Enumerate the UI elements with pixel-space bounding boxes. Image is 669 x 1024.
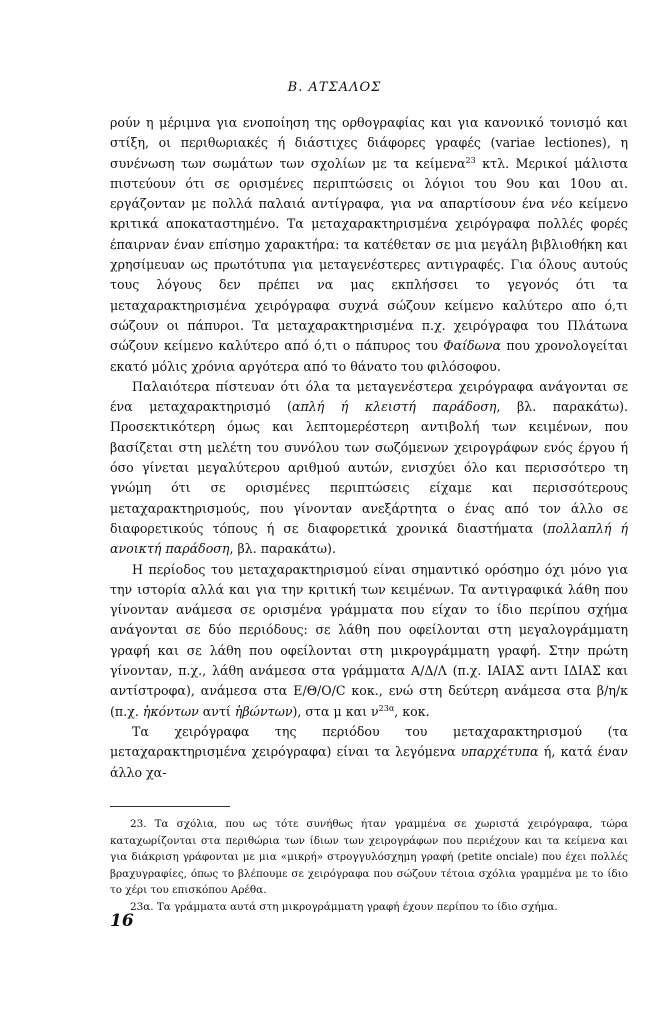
text-run: αντί bbox=[198, 703, 235, 719]
italic-run: Φαίδωνα bbox=[443, 338, 502, 354]
text-run: ή, κατά έναν άλλο χα- bbox=[110, 744, 628, 780]
footnote-23a: 23α. Τα γράμματα αυτά στη μικρογράμματη γραφή έχουν περίπου το ίδιο σχήμα. bbox=[130, 900, 558, 913]
main-text bbox=[110, 113, 628, 783]
footnote-23: 23. Τα σχόλια, που ως τότε συνήθως ήταν γραμμένα σε χωριστά χειρόγραφα, τώρα καταχωρίζονται στα περιθώρια των ίδιων των χειρογράφων που περιέχουν και τα κείμενα και για διάκριση γράφονται με μια «μικρή» στρογγυλόσχημη γραφή (petite onciale) που έχει πολλές βραχυγραφίες, όπως το βλέπουμε σε χειρόγραφα που σώζουν τέτοια σχόλια γραμμένα με το ίδιο το χέρι του επισκόπου Αρέθα. bbox=[110, 818, 628, 897]
paragraph-3 bbox=[110, 560, 628, 722]
text-run: ), στα μ και ν bbox=[292, 703, 379, 719]
text-run: Τα χειρόγραφα της περιόδου του μεταχαρακτηρισμού (τα μεταχαρακτηρισμένα χειρόγραφα) είναι τα λεγόμενα bbox=[110, 723, 628, 760]
italic-run: απλή ή κλειστή παράδοση bbox=[291, 399, 497, 415]
footnote-ref-23a: 23α bbox=[378, 703, 395, 713]
text-run: Η περίοδος του μεταχαρακτηρισμού είναι σημαντικό ορόσημο όχι μόνο για την ιστορία αλλά και για την κριτική των κειμένων. Τα αντιγραφικά λάθη που γίνονταν ανάμεσα σε ορισμένα γράμματα που είχαν το ίδιο περίπου σχήμα ανάγονται σε δύο περιόδους: σε λάθη που οφείλονται στη μεγαλογράμματη γραφή και σε λάθη που οφείλονται στη μικρογράμματη γραφή. Στην πρώτη γίνονταν, π.χ., λάθη ανάμεσα στα γράμματα Α/Δ/Λ (π.χ. ΙΑΙΑΣ αντι ΙΔΙΑΣ και αντίστροφα), ανάμεσα στα Ε/Θ/Ο/C κοκ., ενώ στη δεύτερη ανάμεσα στα β/η/κ (π.χ. bbox=[110, 561, 628, 719]
text-run: κτλ. Μερικοί μάλιστα πιστεύουν ότι σε ορισμένες περιπτώσεις οι λόγιοι του 9ου και 10ου αι. εργάζονταν με πολλά παλαιά αντίγραφα, για να απαρτίσουν ένα νέο κείμενο κριτικά αποκαταστημένο. Τα μεταχαρακτηρισμένα χειρόγραφα πολλές φορές έπαιρναν έναν επίσημο χαρακτήρα: τα κατέθεταν σε μια μεγάλη βιβλιοθήκη και χρησίμευαν ως πρωτότυπα για μεταγενέστερες αντιγραφές. Για όλους αυτούς τους λόγους δεν πρέπει να μας εκπλήσσει το γεγονός ότι τα μεταχαρακτηρισμένα χειρόγραφα συχνά σώζουν κείμενο καλύτερο απο ό,τι σώζουν οι πάπυροι. Τα μεταχαρακτηρισμένα π.χ. χειρόγραφα του Πλάτωνα σώζουν κείμενο καλύτερο από ό,τι ο πάπυρος του bbox=[110, 155, 628, 354]
paragraph-1 bbox=[110, 113, 628, 377]
text-run: , κοκ. bbox=[394, 703, 430, 719]
page-number: 16 bbox=[110, 911, 134, 931]
italic-run: πολλαπλή ή ανοικτή παράδοση bbox=[110, 520, 628, 557]
text-run: ρούν η μέριμνα για ενοποίηση της ορθογραφίας και για κανονικό τονισμό και στίξη, οι περιθωριακές ή διάστιχες διάφορες γραφές (variae lectiones), η συνένωση των σωμάτων των σχολίων με τα κείμενα bbox=[110, 115, 628, 171]
italic-run: υπαρχέτυπα bbox=[460, 744, 539, 760]
text-run: Παλαιότερα πίστευαν ότι όλα τα μεταγενέστερα χειρόγραφα ανάγονται σε ένα μεταχαρακτηρισμό ( bbox=[110, 378, 628, 415]
text-run: που χρονολογείται εκατό μόλις χρόνια αργότερα από το θάνατο του φιλόσοφου. bbox=[110, 338, 629, 374]
paragraph-4 bbox=[110, 722, 628, 783]
text-run: , βλ. παρακάτω). bbox=[229, 541, 336, 557]
text-run: , βλ. παρακάτω). Προσεκτικότερη όμως και λεπτομερέστερη αντιβολή των κειμένων, που βασίζεται στη μελέτη του συνόλου των σωζόμενων χειρογράφων ενός έργου ή όσο γίνεται μεγαλύτερου αριθμού αυτών, ενισχύει όλο και περισσότερο τη γνώμη ότι σε ορισμένες περιπτώσεις είχαμε και περισσότερους μεταχαρακτηρισμούς, που γίνονταν ανεξάρτητα ο ένας από τον άλλο σε διαφορετικούς τόπους ή σε διαφορετικά χρονικά διαστήματα ( bbox=[110, 399, 628, 536]
italic-run: ἡκόντων bbox=[142, 703, 199, 719]
paragraph-2 bbox=[110, 377, 628, 560]
footnotes bbox=[110, 816, 628, 916]
running-header: Β. ΑΤΣΑΛΟΣ bbox=[287, 80, 382, 95]
footnote-ref-23: 23 bbox=[465, 155, 476, 165]
footnote-separator bbox=[110, 806, 230, 807]
italic-run: ἡβώντων bbox=[234, 703, 293, 719]
